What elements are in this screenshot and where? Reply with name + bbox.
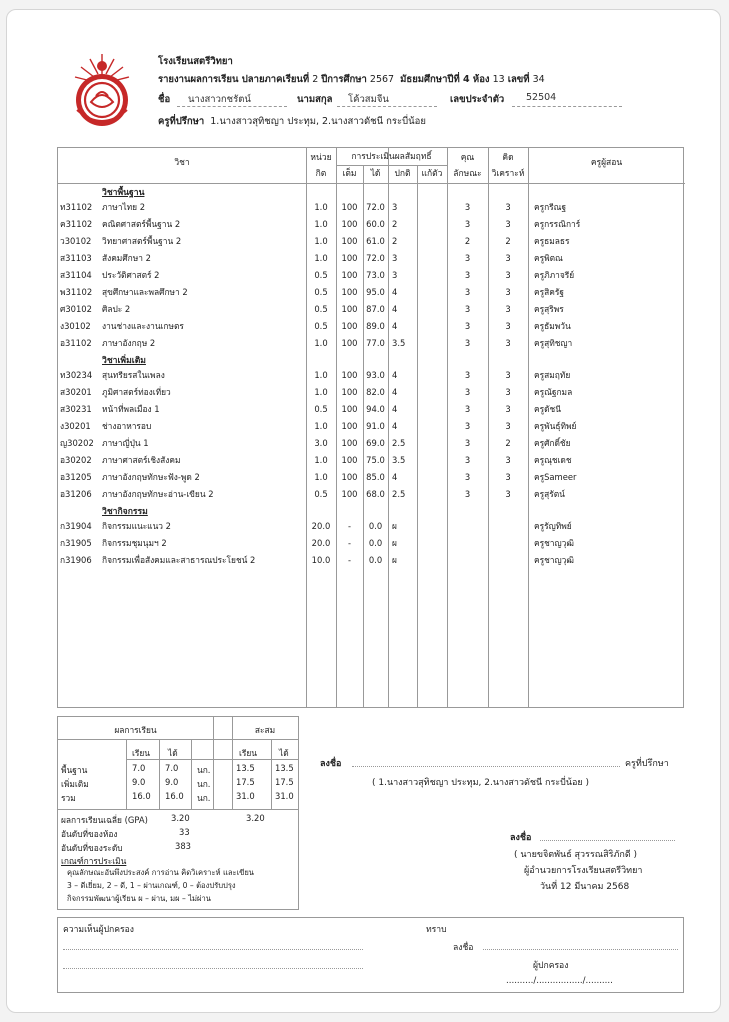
sum-study: 7.0 <box>132 763 146 773</box>
rank-level-label: อันดับที่ของระดับ <box>61 843 123 853</box>
cell-full: 100 <box>341 304 358 314</box>
cell-think: 3 <box>505 219 511 229</box>
cell-teacher: ครูกรรณิการ์ <box>534 219 581 229</box>
cell-full: 100 <box>341 338 358 348</box>
table-row <box>58 384 685 401</box>
cell-char: 3 <box>464 304 471 314</box>
cell-teacher: ครูชาญวุฒิ <box>534 538 574 548</box>
cell-teacher: ครูสมฤทัย <box>534 370 571 380</box>
report-title <box>158 72 545 87</box>
cell-teacher: ครูดัชนี <box>534 404 561 414</box>
advisor-names-sign: ( 1.นางสาวสุทิชญา ประทุม, 2.นางสาวดัชนี กระบี่น้อย ) <box>372 778 590 788</box>
cell-char: 3 <box>464 338 471 348</box>
year-value: 2567 <box>369 74 395 85</box>
cell-name: ภาษาอังกฤษ 2 <box>102 338 156 348</box>
cell-name: กิจกรรมแนะแนว 2 <box>102 521 172 531</box>
cell-got: 0.0 <box>368 538 383 548</box>
cell-grade: 4 <box>392 287 398 297</box>
cell-char: 3 <box>464 219 471 229</box>
cell-name: ประวัติศาสตร์ 2 <box>102 270 160 280</box>
cell-name: ศิลปะ 2 <box>102 304 131 314</box>
table-row <box>58 199 685 216</box>
cell-code: พ31102 <box>60 287 93 297</box>
col-fix: แก้ตัว <box>421 169 443 179</box>
cell-teacher: ครูกรีณฐ <box>534 202 567 212</box>
sum-unit: นก. <box>197 793 211 803</box>
rank-level-value: 383 <box>175 841 191 851</box>
sum-cum-got: 31.0 <box>275 791 294 801</box>
cell-grade: 2.5 <box>392 489 406 499</box>
cell-think: 3 <box>505 387 511 397</box>
col-think-1: คิด <box>502 153 514 163</box>
cell-code: อ31205 <box>60 472 92 482</box>
cell-got: 94.0 <box>366 404 385 414</box>
cell-unit: 1.0 <box>314 253 328 263</box>
cell-grade: 4 <box>392 370 398 380</box>
cell-think: 3 <box>505 338 511 348</box>
advisor-label: ครูที่ปรึกษา <box>158 116 205 127</box>
cell-name: ภูมิศาสตร์ท่องเที่ยว <box>102 387 171 397</box>
col-cum-study: เรียน <box>239 748 257 758</box>
cell-got: 0.0 <box>368 555 383 565</box>
cell-think: 3 <box>505 421 511 431</box>
sign-date: วันที่ 12 มีนาคม 2568 <box>540 882 630 892</box>
criteria-line: กิจกรรมพัฒนาผู้เรียน ผ – ผ่าน, มผ – ไม่ผ่าน <box>67 894 211 903</box>
table-row <box>58 367 685 384</box>
rank-room-value: 33 <box>179 827 190 837</box>
cell-teacher: ครูสุทิชญา <box>534 338 573 348</box>
cell-char: 3 <box>464 321 471 331</box>
cell-name: วิทยาศาสตร์พื้นฐาน 2 <box>102 236 182 246</box>
cell-unit: 1.0 <box>314 370 328 380</box>
cell-teacher: ครูพันธุ์ทิพย์ <box>534 421 577 431</box>
room-value: 13 <box>492 74 505 85</box>
cell-unit: 0.5 <box>314 304 328 314</box>
cell-code: อ31206 <box>60 489 92 499</box>
cell-name: กิจกรรมชุมนุมฯ 2 <box>102 538 167 548</box>
parent-sign-label: ลงชื่อ <box>453 943 474 953</box>
cell-unit: 1.0 <box>314 421 328 431</box>
cell-full: 100 <box>341 472 358 482</box>
col-subject: วิชา <box>174 158 190 168</box>
sum-cum-got: 13.5 <box>275 763 294 773</box>
gpa-value: 3.20 <box>171 813 190 823</box>
cell-full: 100 <box>341 455 358 465</box>
cell-unit: 0.5 <box>314 270 328 280</box>
cell-unit: 1.0 <box>314 455 328 465</box>
cell-think: 3 <box>505 253 511 263</box>
cell-think: 3 <box>505 472 511 482</box>
cell-think: 3 <box>505 202 511 212</box>
group-title: วิชาเพิ่มเติม <box>102 356 146 366</box>
cell-unit: 1.0 <box>314 236 328 246</box>
cell-name: คณิตศาสตร์พื้นฐาน 2 <box>102 219 181 229</box>
cell-got: 87.0 <box>366 304 385 314</box>
col-teacher: ครูผู้สอน <box>590 158 623 168</box>
cell-got: 72.0 <box>366 202 385 212</box>
cell-char: 3 <box>464 472 471 482</box>
table-row <box>58 401 685 418</box>
cell-got: 60.0 <box>366 219 385 229</box>
advisor-sign-label: ลงชื่อ <box>320 759 342 769</box>
cell-name: ช่างอาหารอบ <box>102 421 152 431</box>
cell-got: 68.0 <box>366 489 385 499</box>
cell-code: ก31904 <box>60 521 92 531</box>
gpa-label: ผลการเรียนเฉลี่ย (GPA) <box>61 815 148 825</box>
cell-think: 3 <box>505 370 511 380</box>
cell-grade: 4 <box>392 404 398 414</box>
cell-full: 100 <box>341 421 358 431</box>
table-row <box>58 535 685 552</box>
cell-code: ท30234 <box>60 370 93 380</box>
cell-unit: 3.0 <box>314 438 328 448</box>
sum-cum-study: 31.0 <box>236 791 255 801</box>
cell-think: 3 <box>505 321 511 331</box>
cell-full: 100 <box>341 387 358 397</box>
opinion-label: ความเห็นผู้ปกครอง <box>63 925 134 935</box>
cell-unit: 1.0 <box>314 202 328 212</box>
sum-got: 7.0 <box>165 763 179 773</box>
cell-full: 100 <box>341 404 358 414</box>
director-sign-label: ลงชื่อ <box>510 833 532 843</box>
sum-got: 9.0 <box>165 777 179 787</box>
cell-got: 61.0 <box>366 236 385 246</box>
sum-label: พื้นฐาน <box>61 765 88 775</box>
table-row <box>58 233 685 250</box>
table-row <box>58 216 685 233</box>
cell-full: 100 <box>341 236 358 246</box>
col-cum-got: ได้ <box>279 748 289 758</box>
ack-label: ทราบ <box>426 925 447 935</box>
group-title: วิชาพื้นฐาน <box>102 188 145 198</box>
cell-think: 2 <box>505 236 511 246</box>
table-row <box>58 335 685 352</box>
cell-code: ส30231 <box>60 404 92 414</box>
advisor-role: ครูที่ปรึกษา <box>625 759 669 769</box>
grades-table <box>57 147 684 708</box>
cell-unit: 1.0 <box>314 387 328 397</box>
table-row <box>58 318 685 335</box>
table-row <box>58 250 685 267</box>
cell-full: 100 <box>341 202 358 212</box>
col-unit-2: กิต <box>315 169 327 179</box>
cell-code: ศ30102 <box>60 304 92 314</box>
cell-char: 3 <box>464 438 471 448</box>
sum-cum-study: 17.5 <box>236 777 255 787</box>
cell-name: หน้าที่พลเมือง 1 <box>102 404 160 414</box>
results-title: ผลการเรียน <box>114 725 157 735</box>
cell-unit: 20.0 <box>311 538 331 548</box>
cell-grade: 3 <box>392 253 398 263</box>
cell-think: 3 <box>505 287 511 297</box>
cell-unit: 20.0 <box>311 521 331 531</box>
cell-char: 3 <box>464 489 471 499</box>
table-row <box>58 301 685 318</box>
col-unit-1: หน่วย <box>310 153 332 163</box>
cell-think: 3 <box>505 455 511 465</box>
cell-full: - <box>347 521 352 531</box>
cell-teacher: ครูสิครัฐ <box>534 287 564 297</box>
col-study: เรียน <box>132 748 150 758</box>
cell-char: 3 <box>464 455 471 465</box>
sum-got: 16.0 <box>165 791 184 801</box>
cell-full: 100 <box>341 370 358 380</box>
cell-got: 72.0 <box>366 253 385 263</box>
cell-teacher: ครูศักดิ์ชัย <box>534 438 571 448</box>
cell-full: 100 <box>341 253 358 263</box>
criteria-line: คุณลักษณะอันพึงประสงค์ การอ่าน คิดวิเคราะห์ และเขียน <box>67 868 254 877</box>
cell-grade: 4 <box>392 304 398 314</box>
cell-char: 2 <box>464 236 471 246</box>
cell-name: สุขศึกษาและพลศึกษา 2 <box>102 287 188 297</box>
cell-code: อ30202 <box>60 455 92 465</box>
parent-role: ผู้ปกครอง <box>533 961 569 971</box>
cell-unit: 0.5 <box>314 404 328 414</box>
cell-grade: 2 <box>392 219 398 229</box>
col-normal: ปกติ <box>394 169 411 179</box>
table-row <box>58 267 685 284</box>
name-label: ชื่อ <box>158 94 171 105</box>
cell-grade: ผ <box>392 538 397 548</box>
sum-study: 16.0 <box>132 791 151 801</box>
gpa-cum-value: 3.20 <box>246 813 265 823</box>
cell-code: ท31102 <box>60 202 93 212</box>
cell-got: 82.0 <box>366 387 385 397</box>
cell-got: 85.0 <box>366 472 385 482</box>
group-title: วิชากิจกรรม <box>102 507 148 517</box>
cell-grade: 3.5 <box>392 455 406 465</box>
student-id: 52504 <box>526 92 557 103</box>
cell-full: 100 <box>341 219 358 229</box>
cell-name: ภาษาอังกฤษทักษะฟัง-พูด 2 <box>102 472 200 482</box>
sum-unit: นก. <box>197 779 211 789</box>
director-role: ผู้อำนวยการโรงเรียนสตรีวิทยา <box>524 866 643 876</box>
cell-teacher: ครูSameer <box>534 472 577 482</box>
cell-unit: 10.0 <box>311 555 331 565</box>
cell-char: 3 <box>464 270 471 280</box>
cell-full: 100 <box>341 438 358 448</box>
cell-name: งานช่างและงานเกษตร <box>102 321 184 331</box>
cumulative-title: สะสม <box>254 725 276 735</box>
cell-name: ภาษาศาสตร์เชิงสังคม <box>102 455 181 465</box>
sum-cum-study: 13.5 <box>236 763 255 773</box>
cell-teacher: ครูภิภาจรีย์ <box>534 270 575 280</box>
sum-cum-got: 17.5 <box>275 777 294 787</box>
cell-full: 100 <box>341 321 358 331</box>
cell-grade: 2.5 <box>392 438 406 448</box>
cell-grade: 3 <box>392 202 398 212</box>
col-char-2: ลักษณะ <box>453 169 482 179</box>
cell-code: ญ30202 <box>60 438 94 448</box>
cell-think: 3 <box>505 304 511 314</box>
cell-char: 3 <box>464 421 471 431</box>
cell-full: 100 <box>341 287 358 297</box>
cell-full: - <box>347 555 352 565</box>
cell-code: อ31102 <box>60 338 92 348</box>
cell-full: - <box>347 538 352 548</box>
cell-name: ภาษาญี่ปุ่น 1 <box>102 438 149 448</box>
table-row <box>58 552 685 569</box>
cell-name: กิจกรรมเพื่อสังคมและสาธารณประโยชน์ 2 <box>102 555 256 565</box>
surname-label: นามสกุล <box>297 94 333 105</box>
summary-box <box>57 716 299 910</box>
table-row <box>58 284 685 301</box>
no-label: เลขที่ <box>507 74 530 85</box>
cell-think: 2 <box>505 438 511 448</box>
criteria-line: 3 – ดีเยี่ยม, 2 – ดี, 1 – ผ่านเกณฑ์, 0 – ต้องปรับปรุง <box>67 881 236 890</box>
table-row <box>58 518 685 535</box>
cell-teacher: ครูณัฐกมล <box>534 387 573 397</box>
cell-teacher: ครูธมลธร <box>534 236 570 246</box>
cell-teacher: ครูสุรัตน์ <box>534 489 565 499</box>
advisor-names: 1.นางสาวสุทิชญา ประทุม, 2.นางสาวดัชนี กระบี่น้อย <box>210 116 426 127</box>
cell-name: สังคมศึกษา 2 <box>102 253 151 263</box>
student-name: นางสาวกชรัตน์ <box>188 94 251 105</box>
cell-teacher: ครูรัญทิพย์ <box>534 521 572 531</box>
term-value: 2 <box>312 74 319 85</box>
parent-box <box>57 917 684 993</box>
cell-got: 95.0 <box>366 287 385 297</box>
cell-char: 3 <box>464 370 471 380</box>
cell-code: ก31905 <box>60 538 92 548</box>
cell-code: ว30102 <box>60 236 92 246</box>
cell-name: ภาษาไทย 2 <box>102 202 146 212</box>
director-name: ( นายขจิตพันธ์ สุวรรณสิริภักดี ) <box>514 850 638 860</box>
cell-got: 69.0 <box>366 438 385 448</box>
cell-teacher: ครูพิตณ <box>534 253 563 263</box>
cell-char: 3 <box>464 387 471 397</box>
cell-grade: 4 <box>392 472 398 482</box>
school-name: โรงเรียนสตรีวิทยา <box>158 56 233 67</box>
col-full: เต็ม <box>342 169 357 179</box>
cell-got: 0.0 <box>368 521 383 531</box>
cell-char: 3 <box>464 253 471 263</box>
cell-think: 3 <box>505 404 511 414</box>
sum-label: เพิ่มเติม <box>61 779 89 789</box>
sum-label: รวม <box>61 793 76 803</box>
cell-think: 3 <box>505 270 511 280</box>
cell-full: 100 <box>341 270 358 280</box>
cell-teacher: ครูสุริพร <box>534 304 564 314</box>
cell-code: ส31103 <box>60 253 92 263</box>
col-think-2: วิเคราะห์ <box>491 169 525 179</box>
col-assessment: การประเมินผลสัมฤทธิ์ <box>351 152 432 162</box>
table-row <box>58 435 685 452</box>
cell-code: ง30201 <box>60 421 91 431</box>
cell-teacher: ครูธัมพวัน <box>534 321 571 331</box>
cell-teacher: ครูชาญวุฒิ <box>534 555 574 565</box>
table-row <box>58 418 685 435</box>
year-label: ปีการศึกษา <box>321 74 367 85</box>
table-row <box>58 469 685 486</box>
cell-got: 75.0 <box>366 455 385 465</box>
cell-unit: 1.0 <box>314 338 328 348</box>
cell-grade: 4 <box>392 387 398 397</box>
cell-got: 89.0 <box>366 321 385 331</box>
cell-grade: 3 <box>392 270 398 280</box>
cell-unit: 0.5 <box>314 321 328 331</box>
cell-grade: 3.5 <box>392 338 406 348</box>
cell-code: ค31102 <box>60 219 93 229</box>
advisor-line <box>158 114 426 129</box>
school-logo <box>61 50 143 132</box>
rank-room-label: อันดับที่ของห้อง <box>61 829 118 839</box>
criteria-title: เกณฑ์การประเมิน <box>61 856 127 866</box>
cell-char: 3 <box>464 287 471 297</box>
col-got: ได้ <box>370 169 381 179</box>
report-label: รายงานผลการเรียน ปลายภาคเรียนที่ <box>158 74 310 85</box>
cell-char: 3 <box>464 404 471 414</box>
cell-unit: 0.5 <box>314 287 328 297</box>
cell-unit: 1.0 <box>314 472 328 482</box>
cell-unit: 1.0 <box>314 219 328 229</box>
cell-grade: ผ <box>392 521 397 531</box>
cell-name: สุนทรียรสในเพลง <box>102 370 165 380</box>
cell-got: 93.0 <box>366 370 385 380</box>
cell-name: ภาษาอังกฤษทักษะอ่าน-เขียน 2 <box>102 489 214 499</box>
cell-teacher: ครูณุชเดช <box>534 455 572 465</box>
sum-unit: นก. <box>197 765 211 775</box>
cell-grade: 4 <box>392 321 398 331</box>
class-label: มัธยมศึกษาปีที่ 4 ห้อง <box>400 74 490 85</box>
table-row <box>58 452 685 469</box>
sum-study: 9.0 <box>132 777 146 787</box>
no-value: 34 <box>532 74 545 85</box>
cell-full: 100 <box>341 489 358 499</box>
table-row <box>58 486 685 503</box>
parent-date-line: ........../................./.......... <box>506 976 613 986</box>
cell-code: ก31906 <box>60 555 92 565</box>
col-got: ได้ <box>168 748 178 758</box>
id-label: เลขประจำตัว <box>450 94 505 105</box>
cell-grade: 2 <box>392 236 398 246</box>
cell-think: 3 <box>505 489 511 499</box>
cell-code: ส31104 <box>60 270 92 280</box>
cell-char: 3 <box>464 202 471 212</box>
cell-got: 73.0 <box>366 270 385 280</box>
cell-code: ง30102 <box>60 321 91 331</box>
cell-unit: 0.5 <box>314 489 328 499</box>
col-char-1: คุณ <box>460 153 475 163</box>
cell-grade: ผ <box>392 555 397 565</box>
cell-got: 91.0 <box>366 421 385 431</box>
cell-code: ส30201 <box>60 387 92 397</box>
cell-grade: 4 <box>392 421 398 431</box>
cell-got: 77.0 <box>366 338 385 348</box>
student-surname: โค้วสมจีน <box>348 94 389 105</box>
